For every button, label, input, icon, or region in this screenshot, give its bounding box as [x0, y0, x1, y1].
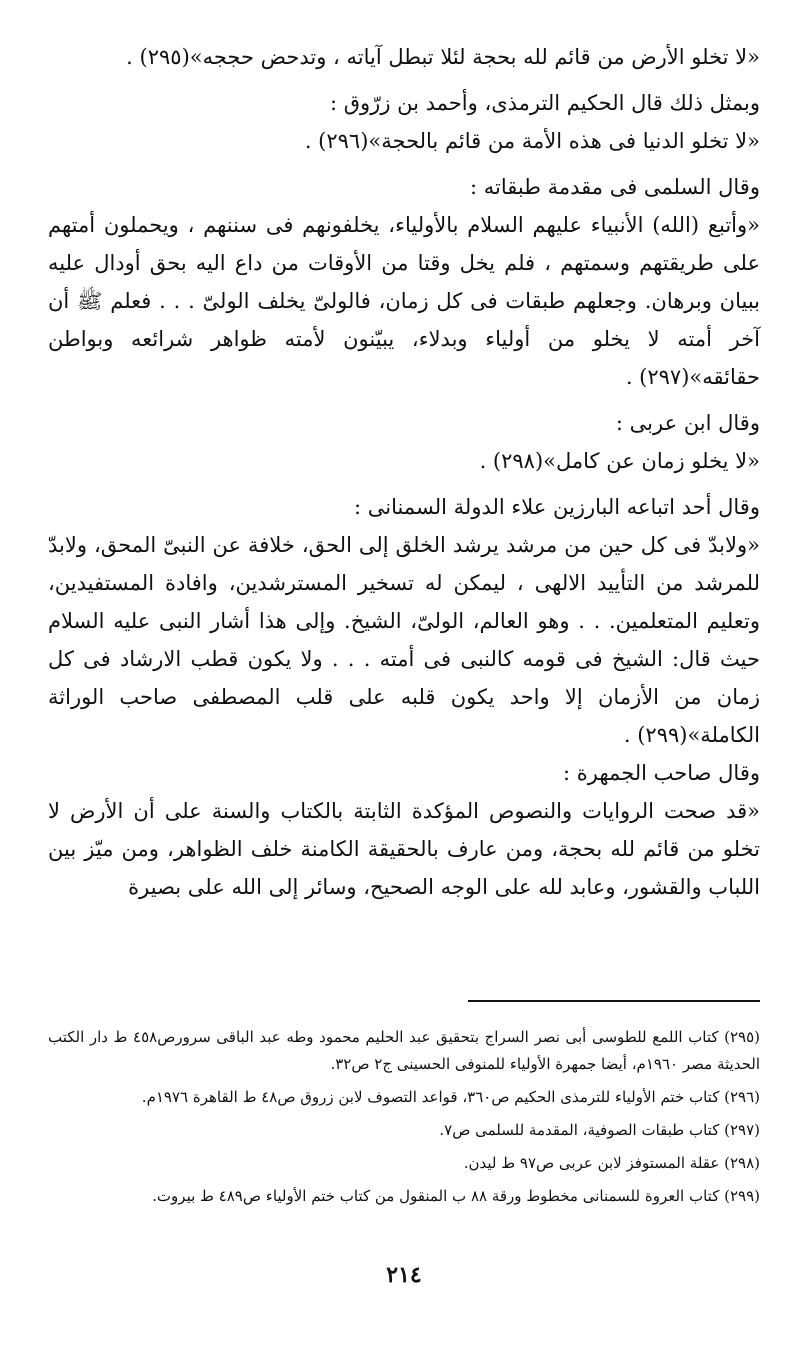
footnote-item: (٢٩٨) عقلة المستوفز لابن عربى ص٩٧ ط ليدن.: [463, 1154, 760, 1172]
main-text: [48, 38, 760, 906]
quote-paragraph: «ولابدّ فى كل حين من مرشد يرشد الخلق إلى الحق، خلافة عن النبىّ المحق، ولابدّ للمرشد من التأييد الالهى ، ليمكن له تسخير المسترشدين، وافادة المستفيدين، وتعليم المتعلمين. . . وهو العالم، الولىّ، الشيخ. وإلى هذا أشار النبى عليه السلام حيث قال: الشيخ فى قومه كالنبى فى أمته . . . ولا يكون قطب الارشاد فى كل زمان من الأزمان إلا واحد يكون قلبه على قلب المصطفى صاحب الوراثة الكاملة»(٢٩٩) .: [48, 533, 760, 747]
intro-paragraph: وقال أحد اتباعه البارزين علاء الدولة السمنانى :: [354, 495, 760, 519]
quote-paragraph: «وأتبع (الله) الأنبياء عليهم السلام بالأولياء، يخلفونهم فى سننهم ، ويحملون أمتهم على طريقتهم وسمتهم ، فلم يخل وقتا من الأوقات من داع اليه بحق أودال عليه ببيان وبرهان. وجعلهم طبقات فى كل زمان، فالولىّ يخلف الولىّ . . . فعلم ﷺ أن آخر أمته لا يخلو من أولياء وبدلاء، يبيّنون لأمته ظواهر شرائعه وبواطن حقائقه»(٢٩٧) .: [48, 213, 760, 389]
footnote-item: (٢٩٥) كتاب اللمع للطوسى أبى نصر السراج بتحقيق عبد الحليم محمود وطه عبد الباقى سرورص٤٥٨ ط دار الكتب الحديثة مصر ١٩٦٠م، أيضا جمهرة الأولياء للمنوفى الحسينى ج٢ ص٣٢.: [48, 1028, 760, 1073]
intro-paragraph: وقال ابن عربى :: [615, 411, 760, 435]
quote-paragraph: «لا يخلو زمان عن كامل»(٢٩٨) .: [479, 449, 760, 473]
quote-paragraph: «قد صحت الروايات والنصوص المؤكدة الثابتة بالكتاب والسنة على أن الأرض لا تخلو من قائم لله بحجة، ومن عارف بالحقيقة الكامنة خلف الظواهر، ومن ميّز بين اللباب والقشور، وعابد لله على الوجه الصحيح، وسائر إلى الله على بصيرة: [48, 799, 760, 899]
intro-paragraph: وقال السلمى فى مقدمة طبقاته :: [470, 175, 760, 199]
footnotes: [48, 1024, 760, 1216]
intro-paragraph: وبمثل ذلك قال الحكيم الترمذى، وأحمد بن زرّوق :: [330, 91, 760, 115]
footnote-item: (٢٩٧) كتاب طبقات الصوفية، المقدمة للسلمى ص٧.: [439, 1121, 760, 1139]
footnote-divider: [468, 1000, 760, 1002]
page-number: ٢١٤: [386, 1262, 422, 1288]
quote-paragraph: «لا تخلو الأرض من قائم لله بحجة لئلا تبطل آياته ، وتدحض حججه»(٢٩٥) .: [126, 45, 760, 69]
footnote-item: (٢٩٩) كتاب العروة للسمنانى مخطوط ورقة ٨٨ ب المنقول من كتاب ختم الأولياء ص٤٨٩ ط بيروت.: [152, 1187, 760, 1205]
quote-paragraph: «لا تخلو الدنيا فى هذه الأمة من قائم بالحجة»(٢٩٦) .: [304, 129, 760, 153]
intro-paragraph: وقال صاحب الجمهرة :: [563, 761, 760, 785]
footnote-item: (٢٩٦) كتاب ختم الأولياء للترمذى الحكيم ص٣٦٠، قواعد التصوف لابن زروق ص٤٨ ط القاهرة ١٩٧٦م.: [141, 1088, 760, 1106]
